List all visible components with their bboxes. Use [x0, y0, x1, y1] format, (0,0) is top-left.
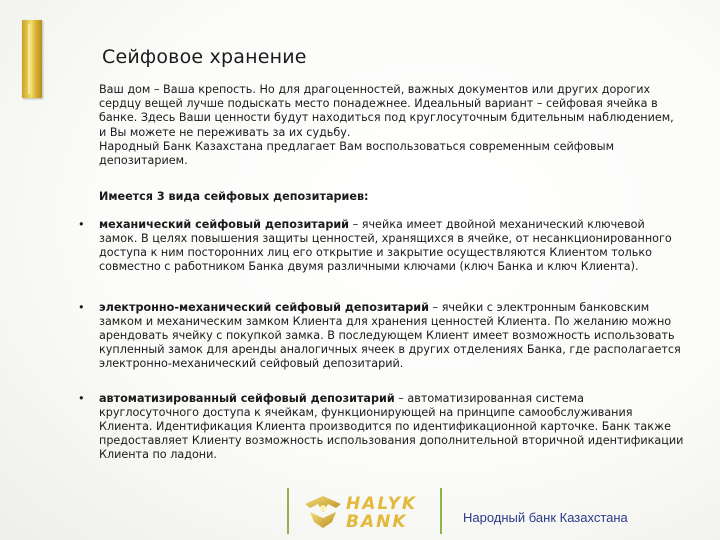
- depositary-list: [78, 218, 684, 462]
- list-item: [78, 301, 684, 371]
- decorative-gold-bar: [22, 20, 42, 98]
- intro-paragraph: Народный Банк Казахстана предлагает Вам воспользоваться современным сейфовым депозитарием.: [99, 139, 615, 168]
- footer-divider-right: [440, 488, 442, 534]
- list-item: [78, 218, 684, 274]
- intro-text: [99, 83, 681, 168]
- item-term: электронно-механический сейфовый депозитарий: [99, 301, 429, 314]
- section-subheading: Имеется 3 вида сейфовых депозитариев:: [99, 190, 369, 203]
- halyk-bank-logo: [302, 492, 426, 532]
- footer-divider-left: [287, 488, 289, 534]
- page-title: Сейфовое хранение: [102, 46, 307, 68]
- bank-name: Народный банк Казахстана: [463, 510, 628, 525]
- logo-wordmark-bottom: BANK: [346, 512, 408, 532]
- bullet-icon: •: [78, 392, 85, 405]
- item-term: механический сейфовый депозитарий: [99, 218, 350, 231]
- item-term: автоматизированный сейфовый депозитарий: [99, 392, 395, 405]
- logo-wordmark-top: HALYK: [346, 494, 418, 514]
- bullet-icon: •: [78, 301, 85, 314]
- item-description: – ячейки с электронным банковским замком и механическим замком Клиента для хранения ценностей Клиента. По желанию можно арендовать ячейку с покупкой замка. В последующем Клиент имеет возможность использовать купленный замок для аренды аналогичных ячеек в других отделениях Банка, где располагается электронно-механический сейфовый депозитарий.: [99, 301, 681, 370]
- item-description: – ячейка имеет двойной механический ключевой замок. В целях повышения защиты ценностей, хранящихся в ячейке, от несанкционированного доступа к ним посторонних лиц его открытие и закрытие осуществляются Клиентом только совместно с работником Банка двумя различными ключами (ключ Банка и ключ Клиента).: [99, 218, 672, 273]
- list-item: [78, 392, 684, 462]
- bullet-icon: •: [78, 218, 85, 231]
- intro-paragraph: Ваш дом – Ваша крепость. Но для драгоценностей, важных документов или других дорогих сердцу вещей лучше подыскать место понадежнее. Идеальный вариант – сейфовая ячейка в банке. Здесь Ваши ценности будут находиться под круглосуточным бдительным наблюдением, и Вы можете не переживать за их судьбу.: [99, 83, 674, 139]
- item-description: – автоматизированная система круглосуточного доступа к ячейкам, функционирующей на принципе самообслуживания Клиента. Идентификация Клиента производится по идентификационной карточке. Банк также предоставляет Клиенту возможность использования дополнительной вторичной идентификации Клиента по ладони.: [99, 392, 684, 461]
- eagle-emblem-icon: [302, 492, 344, 532]
